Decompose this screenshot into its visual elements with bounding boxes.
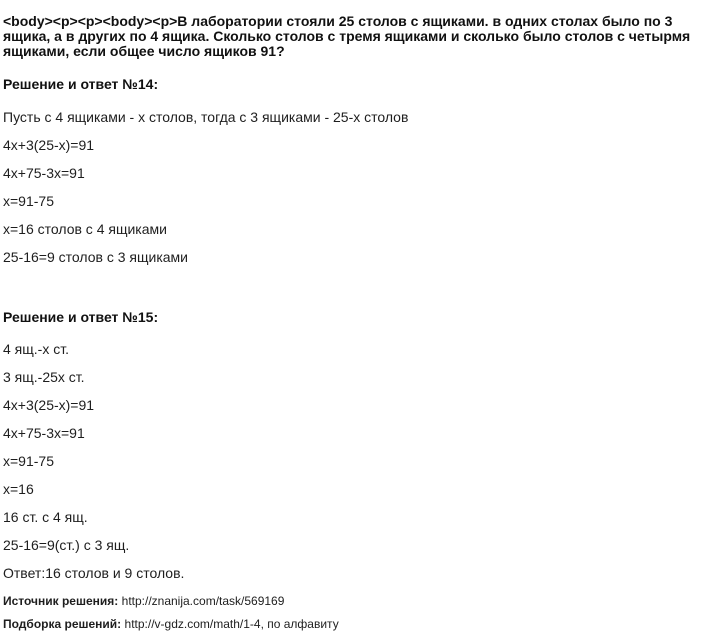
solution-15-line: 3 ящ.-25х ст. xyxy=(3,369,85,385)
solution-15-line: 4х+3(25-х)=91 xyxy=(3,397,95,413)
solution-14-line: х=16 столов с 4 ящиками xyxy=(3,221,167,237)
collection-line xyxy=(3,617,339,631)
solution-14-line: х=91-75 xyxy=(3,193,54,209)
solution-14-line: 4х+75-3х=91 xyxy=(3,165,85,181)
solution-14-line: 25-16=9 столов с 3 ящиками xyxy=(3,249,188,265)
source-label: Источник решения: xyxy=(3,594,119,608)
solution-15-line: Ответ:16 столов и 9 столов. xyxy=(3,565,185,581)
solution-14-line: Пусть с 4 ящиками - х столов, тогда с 3 ящиками - 25-х столов xyxy=(3,109,409,125)
solution-15-heading: Решение и ответ №15: xyxy=(3,309,159,325)
source-line xyxy=(3,594,284,608)
question-text: <body><p><p><body><p>В лаборатории стояли 25 столов с ящиками. в одних столах было по 3 ящика, а в других по 4 ящика. Сколько столов с тремя ящиками и сколько было столов с четырмя ящиками, если общее число ящиков 91? xyxy=(3,13,691,59)
solution-15-line: х=91-75 xyxy=(3,453,54,469)
source-link[interactable]: http://znanija.com/task/569169 xyxy=(121,594,285,608)
collection-link[interactable]: http://v-gdz.com/math/1-4, по алфавиту xyxy=(124,617,339,631)
solution-15-line: 16 ст. с 4 ящ. xyxy=(3,509,88,525)
solution-15-line: х=16 xyxy=(3,481,34,497)
solution-15-line: 25-16=9(ст.) с 3 ящ. xyxy=(3,537,130,553)
solution-14-heading: Решение и ответ №14: xyxy=(3,76,159,92)
solution-14-line: 4х+3(25-х)=91 xyxy=(3,137,95,153)
solution-15-line: 4 ящ.-х ст. xyxy=(3,341,69,357)
collection-label: Подборка решений: xyxy=(3,617,122,631)
solution-15-line: 4х+75-3х=91 xyxy=(3,425,85,441)
